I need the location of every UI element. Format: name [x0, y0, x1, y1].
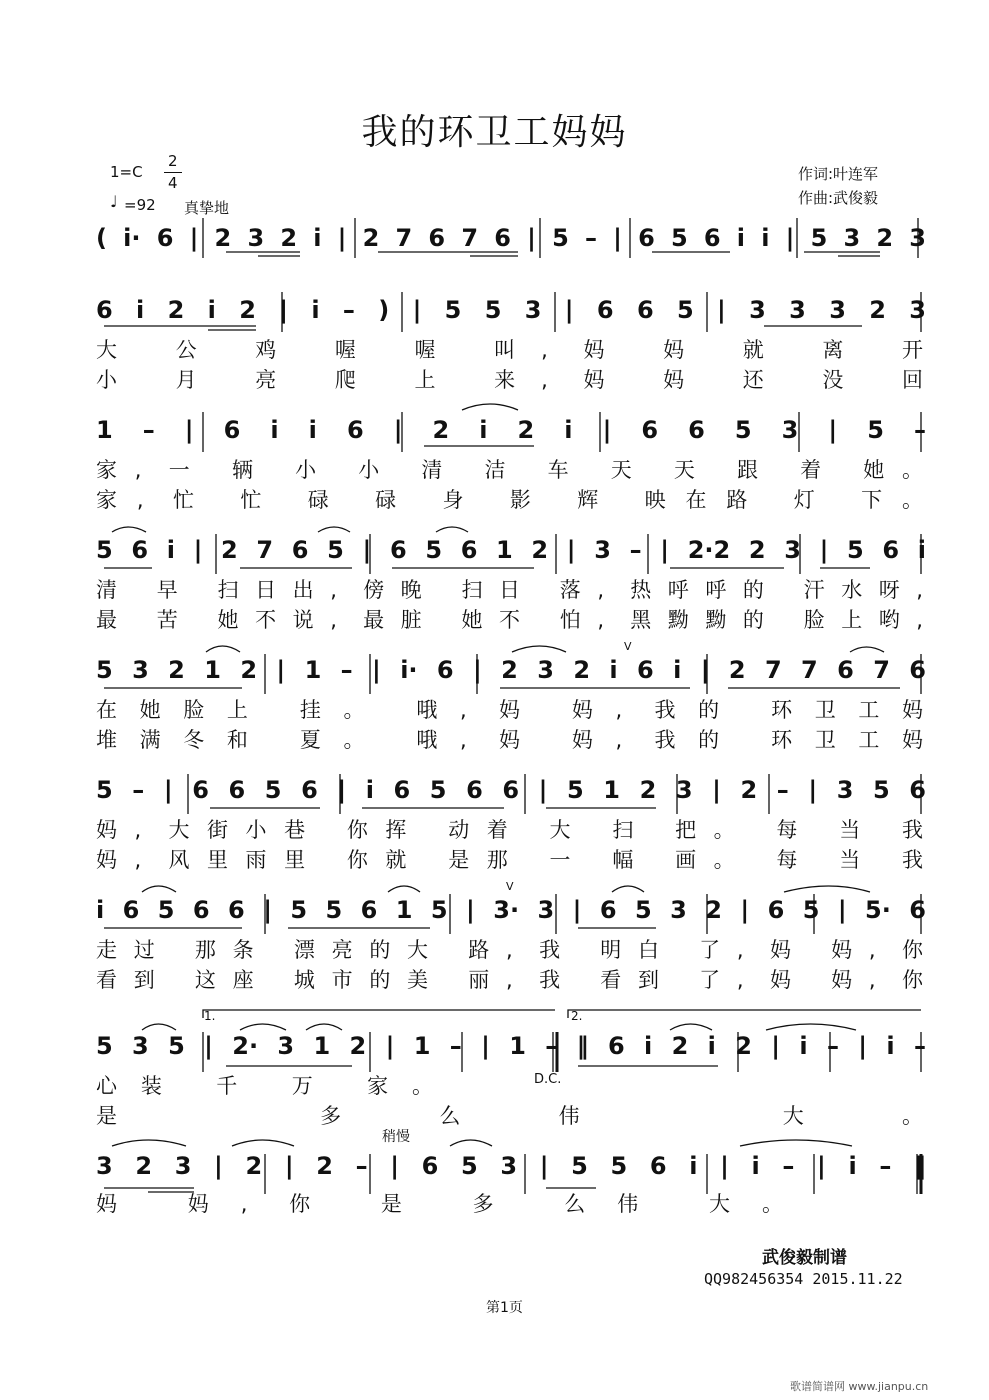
- row-2-lyric-verse-2: 小 月 亮 爬 上 来, 妈 妈 还 没 回: [96, 368, 926, 392]
- row-8-lyric-verse-2: 是 多么伟 大。: [96, 1104, 926, 1128]
- score-row-1: [96, 216, 926, 276]
- row-7-lyric-verse-2: 看到 这座 城市的美 丽, 我 看到 了, 妈 妈, 你: [96, 968, 926, 992]
- tempo-mark: =92: [124, 196, 156, 214]
- second-ending-label: 2.: [571, 1009, 583, 1023]
- row-4-lyric-verse-2: 最 苦 她不说, 最脏 她不 怕, 黑黝黝的 脸上哟,: [96, 608, 926, 632]
- row-5-lyric-verse-2: 堆满冬和 夏。 哦, 妈 妈, 我的 环卫工妈: [96, 728, 926, 752]
- score-row-5: [96, 652, 926, 752]
- score-row-2: [96, 292, 926, 392]
- slower-mark: 稍慢: [382, 1129, 410, 1145]
- key-signature: 1=C: [110, 163, 143, 181]
- composer-credit: 作曲:武俊毅: [798, 189, 879, 207]
- first-ending-label: 1.: [204, 1009, 216, 1023]
- row-1-notes: ( i· 6 | 2 3 2 i | 2 7 6 7 6 | 5 – | 6 5 6 i i | 5 3 2 3: [96, 224, 926, 252]
- time-signature-bottom: 4: [168, 174, 178, 192]
- row-8-lyric-verse-1: 心装 千 万 家。: [96, 1074, 436, 1098]
- score-row-7: [96, 892, 926, 992]
- row-7-notes: i 6 5 6 6 | 5 5 6 1 5 | 3· 3 | 6 5 3 2 | 6 5 | 5· 6: [96, 896, 926, 924]
- score-row-3: [96, 410, 926, 510]
- page-number: 第1页: [486, 1300, 523, 1316]
- row-4-notes: 5 6 i | 2 7 6 5 | 6 5 6 1 2 | 3 – | 2·2 2 3 | 5 6 i: [96, 536, 926, 564]
- score-row-8: [96, 1026, 926, 1132]
- time-signature-top: 2: [168, 152, 178, 170]
- quarter-note-icon: ♩: [110, 192, 118, 211]
- row-9-notes: 3 2 3 | 2 | 2 – | 6 5 3 | 5 5 6 i | i – | i – ‖: [96, 1152, 926, 1180]
- row-2-lyric-verse-1: 大 公 鸡 喔 喔 叫, 妈 妈 就 离 开: [96, 338, 926, 362]
- row-6-notes: 5 – | 6 6 5 6 | i 6 5 6 6 | 5 1 2 3 | 2 – | 3 5 6: [96, 776, 926, 804]
- contact-date: QQ982456354 2015.11.22: [704, 1270, 903, 1288]
- row-3-lyric-verse-2: 家, 忙 忙 碌 碌 身 影 辉 映在路 灯 下。: [96, 488, 926, 512]
- score-row-6: [96, 772, 926, 872]
- row-7-lyric-verse-1: 走过 那条 漂亮的大 路, 我 明白 了, 妈 妈, 你: [96, 938, 926, 962]
- score-row-9: [96, 1148, 926, 1218]
- da-capo-mark: D.C.: [534, 1072, 562, 1087]
- expression-mark: 真挚地: [184, 199, 230, 217]
- row-3-notes: 1 – | 6 i i 6 | 2 i 2 i | 6 6 5 3 | 5 –: [96, 416, 926, 444]
- row-8-notes: 5 3 5 | 2· 3 1 2 | 1 – | 1 – ‖ 6 i 2 i 2 | i – | i –: [96, 1032, 926, 1060]
- breath-mark: V: [624, 640, 632, 653]
- row-9-lyric: 妈 妈, 你 是 多 么伟 大。: [96, 1192, 786, 1216]
- arranger-credit: 武俊毅制谱: [762, 1248, 847, 1268]
- page-title: 我的环卫工妈妈: [361, 112, 628, 153]
- row-5-lyric-verse-1: 在她脸上 挂。 哦, 妈 妈, 我的 环卫工妈: [96, 698, 926, 722]
- lyricist-credit: 作词:叶连军: [798, 165, 879, 183]
- row-4-lyric-verse-1: 清 早 扫日出, 傍晚 扫日 落, 热呼呼的 汗水呀,: [96, 578, 926, 602]
- row-5-notes: 5 3 2 1 2 | 1 – | i· 6 | 2 3 2 i 6 i | 2 7 7 6 7 6: [96, 656, 926, 684]
- watermark: 歌谱简谱网 www.jianpu.cn: [790, 1380, 929, 1393]
- row-6-lyric-verse-2: 妈, 风里雨里 你就 是那 一 幅 画。 每 当 我: [96, 848, 926, 872]
- row-2-notes: 6 i 2 i 2 | i – ) | 5 5 3 | 6 6 5 | 3 3 3 2 3: [96, 296, 926, 324]
- score-row-4: [96, 532, 926, 632]
- row-3-lyric-verse-1: 家, 一 辆 小 小 清 洁 车 天 天 跟 着 她。: [96, 458, 926, 482]
- breath-mark-2: V: [506, 880, 514, 893]
- time-signature-line: [164, 172, 182, 173]
- row-6-lyric-verse-1: 妈, 大街小巷 你挥 动着 大 扫 把。 每 当 我: [96, 818, 926, 842]
